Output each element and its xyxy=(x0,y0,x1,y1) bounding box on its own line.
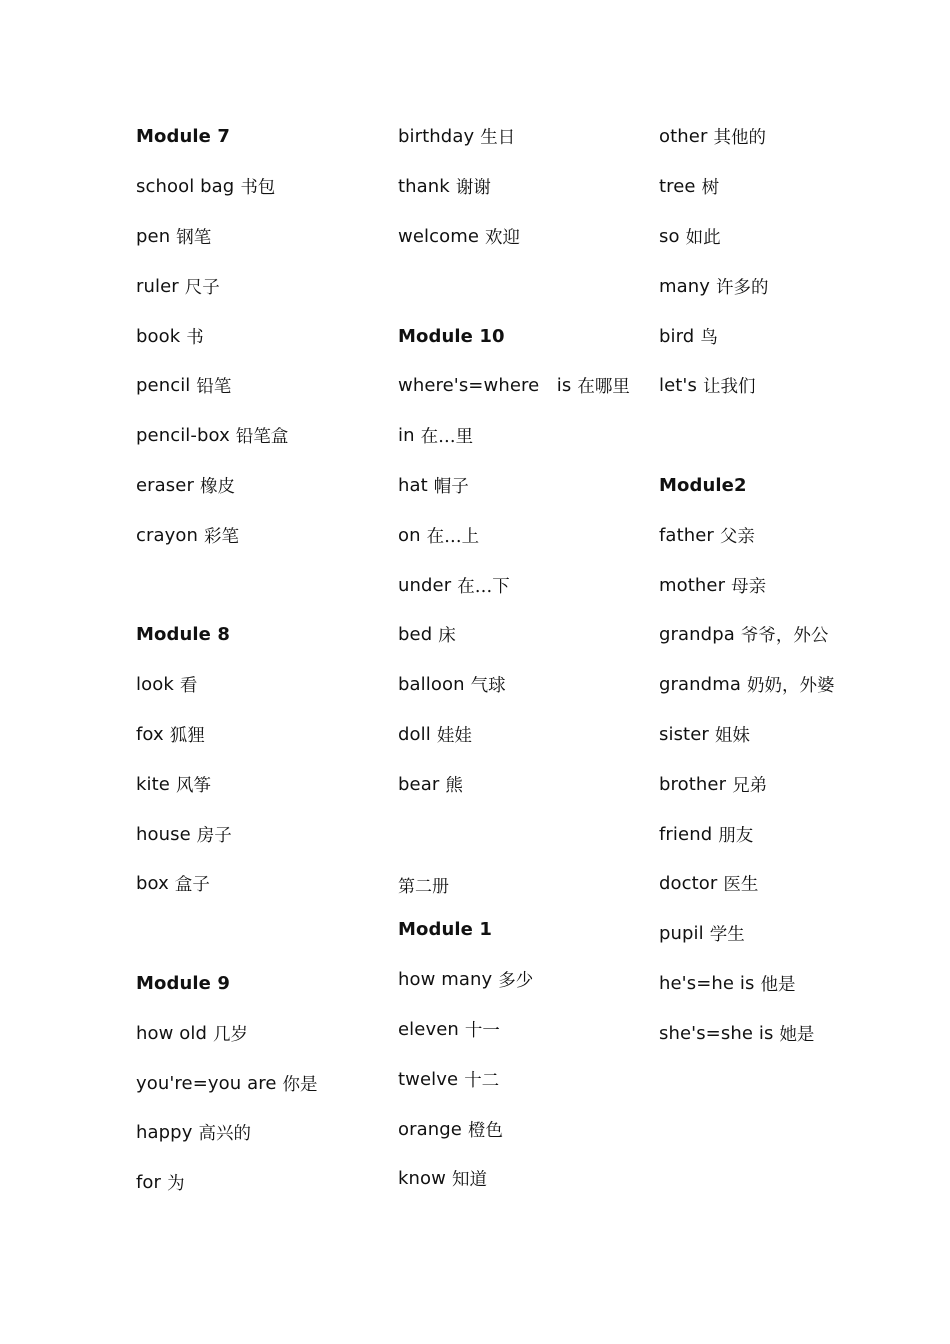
chinese-meaning: 十一 xyxy=(464,1020,500,1041)
chinese-meaning: 母亲 xyxy=(731,576,767,597)
english-word: bed xyxy=(398,624,433,646)
english-word: balloon xyxy=(398,674,465,696)
chinese-meaning: 奶奶，外婆 xyxy=(746,676,835,697)
english-word: let's xyxy=(659,375,697,397)
module-heading xyxy=(136,610,376,660)
english-word: how many xyxy=(398,969,493,991)
spacer-row xyxy=(136,909,376,959)
chinese-meaning: 父亲 xyxy=(719,526,755,547)
module-title: Module 9 xyxy=(136,972,230,994)
english-word: twelve xyxy=(398,1068,459,1090)
english-word: grandma xyxy=(659,674,741,696)
english-word: where's=where is xyxy=(398,375,572,397)
vocab-entry xyxy=(398,955,648,1005)
english-word: bird xyxy=(659,325,695,347)
chinese-meaning: 铅笔 xyxy=(196,377,232,398)
chinese-meaning: 朋友 xyxy=(718,825,754,846)
vocab-entry xyxy=(136,710,376,760)
vocab-entry xyxy=(136,261,376,311)
vocab-entry xyxy=(398,759,648,809)
english-word: friend xyxy=(659,823,713,845)
vocab-entry xyxy=(659,261,929,311)
english-word: she's=she is xyxy=(659,1022,774,1044)
english-word: in xyxy=(398,425,415,447)
chinese-meaning: 房子 xyxy=(196,825,232,846)
module-title: Module 8 xyxy=(136,624,230,646)
vocab-entry xyxy=(398,710,648,760)
spacer-row xyxy=(136,560,376,610)
volume-heading xyxy=(398,859,648,905)
english-word: birthday xyxy=(398,126,475,148)
vocab-entry xyxy=(136,859,376,909)
chinese-meaning: 欢迎 xyxy=(485,227,521,248)
chinese-meaning: 树 xyxy=(701,178,720,199)
chinese-meaning: 气球 xyxy=(470,676,506,697)
chinese-meaning: 姐妹 xyxy=(714,725,750,746)
english-word: school bag xyxy=(136,176,235,198)
english-word: orange xyxy=(398,1118,462,1140)
english-word: tree xyxy=(659,176,696,198)
english-word: welcome xyxy=(398,225,480,247)
chinese-meaning: 你是 xyxy=(282,1074,318,1095)
vocab-entry xyxy=(659,162,929,212)
vocab-entry xyxy=(398,510,648,560)
vocab-entry xyxy=(136,1108,376,1158)
vocab-entry xyxy=(136,311,376,361)
chinese-meaning: 几岁 xyxy=(213,1024,249,1045)
vocab-entry xyxy=(136,759,376,809)
chinese-meaning: 医生 xyxy=(723,875,759,896)
english-word: pen xyxy=(136,225,171,247)
module-title: Module 10 xyxy=(398,325,505,347)
vocab-entry xyxy=(659,959,929,1009)
vocab-entry xyxy=(398,461,648,511)
chinese-meaning: 多少 xyxy=(498,971,534,992)
vocab-entry xyxy=(659,1008,929,1058)
vocab-entry xyxy=(136,1008,376,1058)
chinese-meaning: 帽子 xyxy=(433,476,469,497)
vocab-entry xyxy=(136,809,376,859)
module-heading xyxy=(136,112,376,162)
english-word: box xyxy=(136,873,169,895)
vocab-entry xyxy=(136,411,376,461)
spacer-row xyxy=(659,411,929,461)
english-word: other xyxy=(659,126,708,148)
chinese-meaning: 书 xyxy=(186,327,204,348)
vocab-entry xyxy=(136,461,376,511)
english-word: house xyxy=(136,823,191,845)
english-word: father xyxy=(659,524,714,546)
vocab-entry xyxy=(398,1104,648,1154)
chinese-meaning: 看 xyxy=(179,676,198,697)
vocab-entry xyxy=(659,859,929,909)
english-word: hat xyxy=(398,474,428,496)
english-word: fox xyxy=(136,723,164,745)
vocab-entry xyxy=(398,361,648,411)
chinese-meaning: 尺子 xyxy=(184,277,220,298)
chinese-meaning: 在哪里 xyxy=(577,377,630,398)
vocab-entry xyxy=(659,560,929,610)
vocab-entry xyxy=(398,162,648,212)
vocab-entry xyxy=(659,710,929,760)
english-word: kite xyxy=(136,773,170,795)
chinese-meaning: 为 xyxy=(167,1174,185,1195)
vocab-entry xyxy=(136,162,376,212)
english-word: ruler xyxy=(136,275,179,297)
english-word: under xyxy=(398,574,452,596)
chinese-meaning: 谢谢 xyxy=(455,178,491,199)
english-word: doctor xyxy=(659,873,718,895)
english-word: he's=he is xyxy=(659,972,755,994)
vocab-entry xyxy=(136,1058,376,1108)
english-word: pupil xyxy=(659,923,704,945)
english-word: eraser xyxy=(136,474,194,496)
vocab-column-2 xyxy=(398,112,648,1204)
english-word: crayon xyxy=(136,524,199,546)
vocab-entry xyxy=(398,560,648,610)
vocab-entry xyxy=(659,610,929,660)
chinese-meaning: 让我们 xyxy=(702,377,756,398)
english-word: many xyxy=(659,275,711,297)
english-word: know xyxy=(398,1168,446,1190)
chinese-meaning: 生日 xyxy=(480,128,516,149)
module-title: Module 7 xyxy=(136,126,230,148)
vocab-entry xyxy=(659,909,929,959)
chinese-meaning: 风筝 xyxy=(175,775,211,796)
english-word: book xyxy=(136,325,181,347)
vocab-entry xyxy=(398,411,648,461)
vocab-entry xyxy=(398,1054,648,1104)
vocab-entry xyxy=(398,610,648,660)
english-word: eleven xyxy=(398,1018,459,1040)
vocab-entry xyxy=(659,112,929,162)
chinese-meaning: 他是 xyxy=(760,974,796,995)
module-title: Module 1 xyxy=(398,919,492,941)
vocab-entry xyxy=(659,809,929,859)
chinese-meaning: 钢笔 xyxy=(176,227,212,248)
vocab-entry xyxy=(398,1154,648,1204)
english-word: brother xyxy=(659,773,727,795)
module-title: Module2 xyxy=(659,474,747,496)
chinese-meaning: 十二 xyxy=(464,1070,500,1091)
english-word: so xyxy=(659,225,680,247)
vocab-entry xyxy=(659,361,929,411)
vocab-entry xyxy=(398,212,648,262)
spacer-row xyxy=(398,261,648,311)
chinese-meaning: 橙色 xyxy=(467,1120,503,1141)
english-word: you're=you are xyxy=(136,1072,277,1094)
english-word: pencil xyxy=(136,375,191,397)
english-word: on xyxy=(398,524,421,546)
vocab-entry xyxy=(136,1158,376,1208)
vocab-entry xyxy=(136,510,376,560)
vocab-entry xyxy=(136,660,376,710)
vocab-entry xyxy=(136,212,376,262)
english-word: sister xyxy=(659,723,709,745)
vocab-entry xyxy=(136,361,376,411)
vocab-entry xyxy=(659,759,929,809)
vocab-column-1 xyxy=(136,112,376,1208)
english-word: thank xyxy=(398,176,450,198)
volume-title: 第二册 xyxy=(398,877,449,898)
chinese-meaning: 娃娃 xyxy=(436,725,472,746)
chinese-meaning: 书包 xyxy=(240,178,276,199)
chinese-meaning: 铅笔盒 xyxy=(235,427,289,448)
module-heading xyxy=(659,461,929,511)
vocab-entry xyxy=(659,311,929,361)
english-word: pencil-box xyxy=(136,425,230,447)
chinese-meaning: 如此 xyxy=(685,227,721,248)
english-word: look xyxy=(136,674,174,696)
chinese-meaning: 橡皮 xyxy=(199,476,235,497)
chinese-meaning: 许多的 xyxy=(716,277,769,298)
vocab-entry xyxy=(398,112,648,162)
spacer-row xyxy=(398,809,648,859)
chinese-meaning: 学生 xyxy=(709,925,745,946)
module-heading xyxy=(398,311,648,361)
english-word: doll xyxy=(398,723,431,745)
chinese-meaning: 知道 xyxy=(451,1170,487,1191)
vocab-entry xyxy=(659,510,929,560)
english-word: happy xyxy=(136,1122,193,1144)
vocab-entry xyxy=(398,660,648,710)
english-word: how old xyxy=(136,1022,208,1044)
english-word: grandpa xyxy=(659,624,735,646)
vocab-entry xyxy=(398,1005,648,1055)
chinese-meaning: 在…里 xyxy=(420,427,474,448)
chinese-meaning: 熊 xyxy=(445,775,463,796)
english-word: for xyxy=(136,1172,162,1194)
chinese-meaning: 盒子 xyxy=(174,875,210,896)
chinese-meaning: 兄弟 xyxy=(732,775,768,796)
chinese-meaning: 彩笔 xyxy=(204,526,240,547)
chinese-meaning: 爷爷，外公 xyxy=(740,626,829,647)
module-heading xyxy=(398,905,648,955)
chinese-meaning: 在…上 xyxy=(426,526,480,547)
english-word: bear xyxy=(398,773,440,795)
chinese-meaning: 高兴的 xyxy=(198,1124,251,1145)
vocab-entry xyxy=(659,660,929,710)
chinese-meaning: 其他的 xyxy=(713,128,766,149)
module-heading xyxy=(136,959,376,1009)
chinese-meaning: 鸟 xyxy=(700,327,718,348)
chinese-meaning: 她是 xyxy=(779,1024,815,1045)
vocab-entry xyxy=(659,212,929,262)
chinese-meaning: 狐狸 xyxy=(169,725,205,746)
chinese-meaning: 床 xyxy=(438,626,456,647)
chinese-meaning: 在…下 xyxy=(457,576,510,597)
vocab-column-3 xyxy=(659,112,929,1058)
english-word: mother xyxy=(659,574,726,596)
